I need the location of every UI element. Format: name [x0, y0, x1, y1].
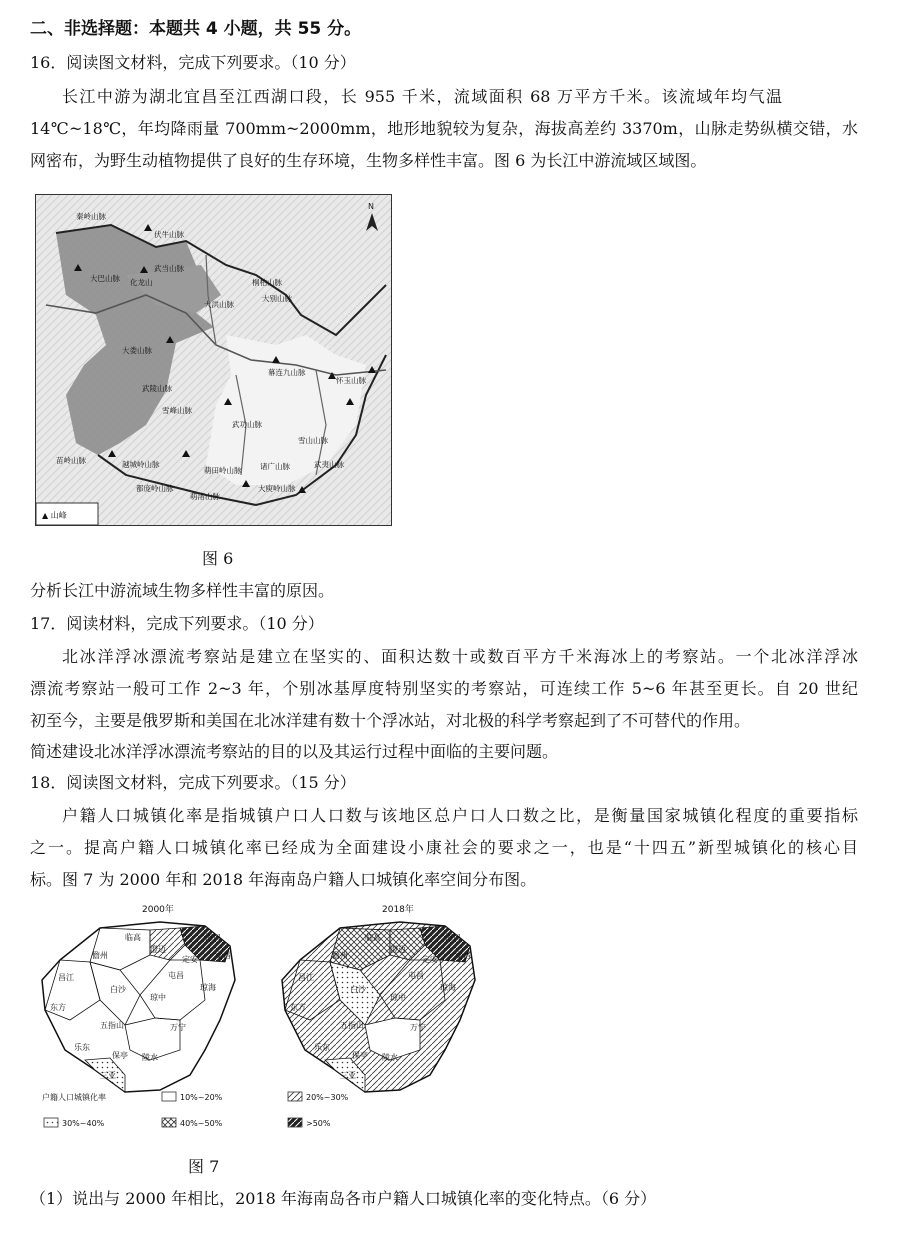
- city-label: 白沙: [350, 985, 366, 994]
- city-label: 万宁: [170, 1023, 186, 1032]
- q18-paragraph-line-2: 之一。提高户籍人口城镇化率已经成为全面建设小康社会的要求之一，也是“十四五”新型城镇化的核心目: [30, 838, 858, 857]
- legend-swatch-20-30: [288, 1092, 302, 1101]
- map-label-huaiyu: 怀玉山脉: [336, 376, 366, 385]
- city-label: 临高: [365, 933, 381, 942]
- map-label-wudang: 武当山脉: [154, 264, 184, 273]
- map-2000: [42, 903, 235, 1092]
- legend-swatch-30-40: [44, 1118, 58, 1127]
- map-label-yuechengling: 越城岭山脉: [122, 460, 160, 469]
- city-label: 乐东: [314, 1043, 330, 1052]
- map-label-dalou: 大娄山脉: [122, 346, 152, 355]
- map-2018: [282, 903, 475, 1092]
- q17-title: 17．阅读材料，完成下列要求。（10 分）: [30, 614, 324, 633]
- urbanization-legend: [42, 1092, 349, 1128]
- city-label: 三亚: [100, 1071, 116, 1080]
- city-label: 保亭: [112, 1051, 128, 1060]
- city-label: 保亭: [352, 1051, 368, 1060]
- map-label-mengzhu: 萌渚山脉: [190, 492, 220, 501]
- map-label-dabie: 大别山脉: [262, 294, 292, 303]
- city-label: 儋州: [92, 951, 108, 960]
- city-label: 屯昌: [408, 971, 424, 980]
- city-label: 临高: [125, 933, 141, 942]
- map-label-tongbai: 桐柏山脉: [252, 278, 282, 287]
- hainan-urbanization-maps: [30, 900, 500, 1140]
- city-label: 澄迈: [390, 945, 406, 954]
- q18-subquestion-1: （1）说出与 2000 年相比，2018 年海南岛各市户籍人口城镇化率的变化特点。（6 分）: [30, 1189, 657, 1208]
- city-label: 白沙: [110, 985, 126, 994]
- city-label: 海口: [205, 933, 221, 942]
- legend-title: 户籍人口城镇化率: [42, 1093, 106, 1102]
- city-label: 乐东: [74, 1043, 90, 1052]
- map-label-wuyi: 武夷山脉: [314, 460, 344, 469]
- map-label-wuling: 武陵山脉: [142, 384, 172, 393]
- city-label: 澄迈: [150, 945, 166, 954]
- city-label: 五指山: [340, 1021, 364, 1030]
- q17-question: 简述建设北冰洋浮冰漂流考察站的目的以及其运行过程中面临的主要问题。: [30, 742, 559, 761]
- q17-paragraph-line-2: 漂流考察站一般可工作 2~3 年，个别冰基厚度特别坚实的考察站，可连续工作 5~6 年甚至更长。自 20 世纪: [30, 679, 858, 698]
- legend-label-10-20: 10%~20%: [180, 1093, 223, 1102]
- legend-swatch-10-20: [162, 1092, 176, 1101]
- q17-paragraph-line-1: 北冰洋浮冰漂流考察站是建立在坚实的、面积达数十或数百平方千米海冰上的考察站。一个北冰洋浮冰: [62, 647, 858, 666]
- city-label: 琼海: [200, 983, 216, 992]
- legend-label-20-30: 20%~30%: [306, 1093, 349, 1102]
- q16-paragraph-line-3: 网密布，为野生动植物提供了良好的生存环境，生物多样性丰富。图 6 为长江中游流域区域图。: [30, 151, 707, 170]
- legend-label-40-50: 40%~50%: [180, 1119, 223, 1128]
- city-label: 海口: [445, 933, 461, 942]
- legend-label-over-50: >50%: [306, 1119, 331, 1128]
- legend-swatch-over-50: [288, 1118, 302, 1127]
- q16-title: 16．阅读图文材料，完成下列要求。（10 分）: [30, 53, 356, 72]
- city-label: 琼海: [440, 983, 456, 992]
- city-label: 东方: [50, 1003, 66, 1012]
- city-label: 东方: [290, 1003, 306, 1012]
- section-heading: 二、非选择题：本题共 4 小题，共 55 分。: [30, 19, 362, 39]
- map-label-daba: 大巴山脉: [90, 274, 120, 283]
- city-label: 屯昌: [168, 971, 184, 980]
- map-label-dahong: 大洪山脉: [204, 300, 234, 309]
- map-label-zhuguang: 诸广山脉: [260, 462, 290, 471]
- q18-title: 18．阅读图文材料，完成下列要求。（15 分）: [30, 773, 356, 792]
- yangtze-middle-reaches-map: [35, 194, 392, 526]
- city-label: 陵水: [142, 1053, 158, 1062]
- city-label: 儋州: [332, 951, 348, 960]
- city-label: 五指山: [100, 1021, 124, 1030]
- q18-paragraph-line-1: 户籍人口城镇化率是指城镇户口人口数与该地区总户口人口数之比，是衡量国家城镇化程度的重要指标: [62, 806, 858, 825]
- map-label-mulianjiu: 幕连九山脉: [268, 368, 306, 377]
- city-label: 文昌: [215, 951, 231, 960]
- city-label: 琼中: [390, 993, 406, 1002]
- city-label: 定安: [182, 955, 198, 964]
- city-label: 琼中: [150, 993, 166, 1002]
- city-label: 万宁: [410, 1023, 426, 1032]
- q18-paragraph-line-3: 标。图 7 为 2000 年和 2018 年海南岛户籍人口城镇化率空间分布图。: [30, 870, 537, 889]
- city-label: 文昌: [455, 951, 471, 960]
- map-label-dupangling: 都庞岭山脉: [136, 484, 174, 493]
- map-label-mengtianling: 萌田岭山脉: [204, 466, 242, 475]
- city-label: 昌江: [298, 973, 314, 982]
- map-label-funiu: 伏牛山脉: [154, 230, 184, 239]
- city-label: 陵水: [382, 1053, 398, 1062]
- q16-paragraph-line-1: 长江中游为湖北宜昌至江西湖口段，长 955 千米，流域面积 68 万平方千米。该流域年均气温: [62, 87, 782, 106]
- q16-paragraph-line-2: 14℃~18℃，年均降雨量 700mm~2000mm，地形地貌较为复杂，海拔高差约 3370m，山脉走势纵横交错，水: [30, 119, 858, 138]
- legend-swatch-40-50: [162, 1118, 176, 1127]
- city-label: 三亚: [340, 1071, 356, 1080]
- q17-paragraph-line-3: 初至今，主要是俄罗斯和美国在北冰洋建有数十个浮冰站，对北极的科学考察起到了不可替代的作用。: [30, 711, 751, 730]
- legend-label-30-40: 30%~40%: [62, 1119, 105, 1128]
- map-2000-year: 2000年: [142, 905, 174, 915]
- city-label: 定安: [422, 955, 438, 964]
- map-label-dayuling: 大庾岭山脉: [258, 484, 296, 493]
- north-label: N: [368, 202, 374, 211]
- map-label-xuefeng: 雪峰山脉: [162, 406, 192, 415]
- map-label-wugong: 武功山脉: [232, 420, 262, 429]
- figure-6-caption: 图 6: [202, 549, 234, 568]
- map-label-miaoling: 苗岭山脉: [56, 456, 86, 465]
- map-svg: [36, 195, 391, 525]
- map-label-xueshan: 雪山山脉: [298, 436, 328, 445]
- figure-7-caption: 图 7: [188, 1157, 220, 1176]
- map-label-qinling: 秦岭山脉: [76, 212, 106, 221]
- map-label-hualong: 化龙山: [130, 278, 153, 287]
- map-2018-year: 2018年: [382, 905, 414, 915]
- q16-question: 分析长江中游流域生物多样性丰富的原因。: [30, 581, 335, 600]
- city-label: 昌江: [58, 973, 74, 982]
- map-legend-label: ▲ 山峰: [42, 511, 67, 520]
